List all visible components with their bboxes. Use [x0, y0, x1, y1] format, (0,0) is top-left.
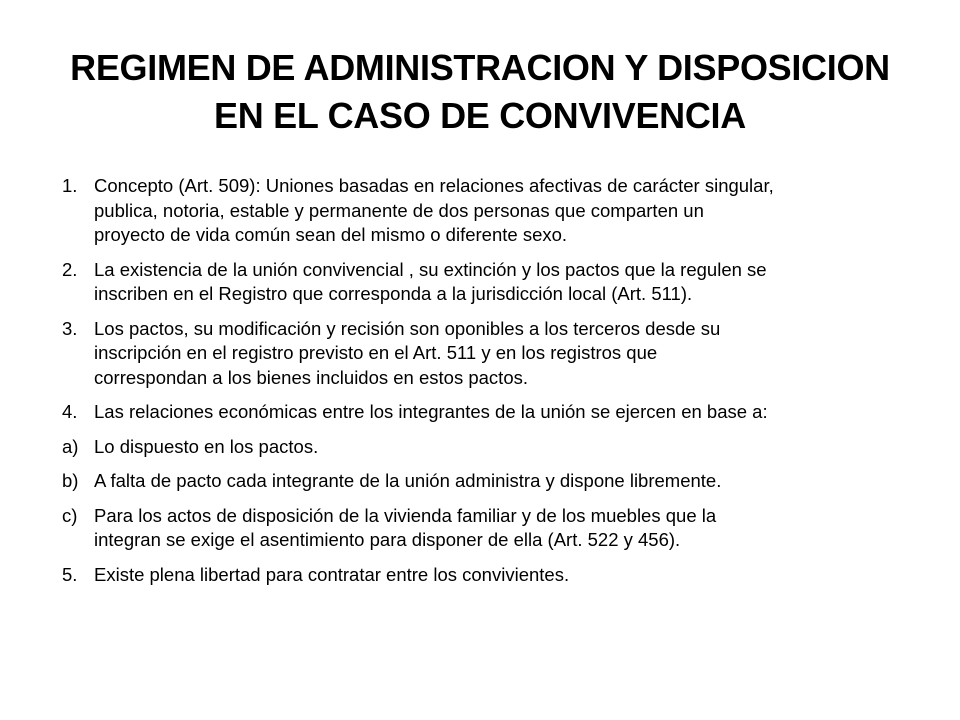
list-item-1 [62, 174, 922, 248]
list-item-text [94, 469, 922, 494]
text-line: correspondan a los bienes incluidos en estos pactos. [94, 366, 528, 388]
text-line: Concepto (Art. 509): Uniones basadas en relaciones afectivas de carácter singular, [94, 175, 774, 196]
list-item-4 [62, 400, 922, 425]
list-item-text [94, 563, 922, 588]
list-item-text [94, 435, 922, 460]
list-item-a [62, 435, 922, 460]
text-line: Para los actos de disposición de la vivienda familiar y de los muebles que la [94, 504, 717, 526]
list-item-2 [62, 258, 922, 307]
list-marker: a) [62, 435, 79, 457]
text-line: Los pactos, su modificación y recisión son oponibles a los terceros desde su [94, 317, 721, 339]
text-line: inscripción en el registro previsto en el Art. 511 y en los registros que [94, 342, 658, 363]
text-line: Existe plena libertad para contratar entre los convivientes. [94, 563, 570, 585]
content-list [62, 174, 922, 597]
list-marker: c) [62, 504, 78, 526]
list-marker: b) [62, 470, 79, 491]
text-line: La existencia de la unión convivencial , su extinción y los pactos que la regulen se [94, 258, 767, 280]
list-marker: 2. [62, 258, 78, 280]
list-item-text [94, 317, 922, 391]
list-item-3 [62, 317, 922, 391]
text-line: Las relaciones económicas entre los integrantes de la unión se ejercen en base a: [94, 401, 768, 422]
list-item-text [94, 174, 922, 248]
list-marker: 4. [62, 401, 78, 422]
list-marker: 3. [62, 317, 78, 339]
list-item-text [94, 400, 922, 425]
list-marker: 5. [62, 563, 78, 585]
text-line: Lo dispuesto en los pactos. [94, 435, 319, 457]
list-item-5 [62, 563, 922, 588]
text-line: integran se exige el asentimiento para disponer de ella (Art. 522 y 456). [94, 529, 681, 550]
list-item-text [94, 258, 922, 307]
list-item-c [62, 504, 922, 553]
text-line: A falta de pacto cada integrante de la unión administra y dispone libremente. [94, 470, 722, 491]
title-line: EN EL CASO DE CONVIVENCIA [214, 95, 746, 136]
list-marker: 1. [62, 175, 78, 196]
text-line: inscriben en el Registro que corresponda a la jurisdicción local (Art. 511). [94, 283, 693, 304]
title-line: REGIMEN DE ADMINISTRACION Y DISPOSICION [70, 47, 890, 88]
list-item-text [94, 504, 922, 553]
text-line: proyecto de vida común sean del mismo o diferente sexo. [94, 224, 568, 245]
text-line: publica, notoria, estable y permanente de dos personas que comparten un [94, 199, 704, 221]
slide-title [48, 44, 912, 140]
list-item-b [62, 469, 922, 494]
